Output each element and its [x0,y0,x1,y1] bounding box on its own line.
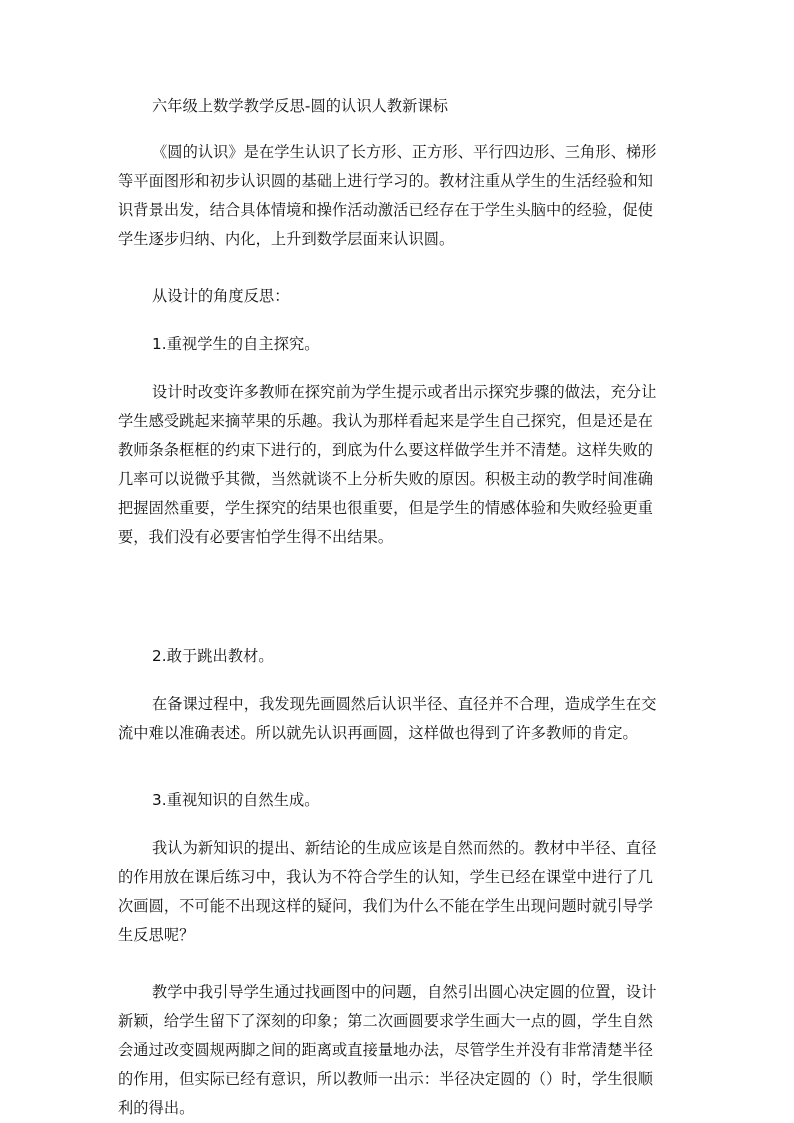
paragraph-line: 学生感受跳起来摘苹果的乐趣。我认为那样看起来是学生自己探究，但是还是在 [118,412,654,430]
paragraph-line: 次画圆，不可能不出现这样的疑问，我们为什么不能在学生出现问题时就引导学 [118,897,654,915]
paragraph-line: 的作用放在课后练习中，我认为不符合学生的认知，学生已经在课堂中进行了几 [118,868,654,886]
document-title: 六年级上数学教学反思-圆的认识人教新课标 [152,97,449,115]
paragraph-line: 1.重视学生的自主探究。 [152,335,320,353]
paragraph-line: 几率可以说微乎其微，当然就谈不上分析失败的原因。积极主动的教学时间准确 [118,470,654,488]
paragraph-line: 学生逐步归纳、内化，上升到数学层面来认识圆。 [118,230,455,248]
paragraph-line: 教学中我引导学生通过找画图中的问题，自然引出圆心决定圆的位置，设计 [152,983,657,1001]
paragraph-line: 识背景出发，结合具体情境和操作活动激活已经存在于学生头脑中的经验，促使 [118,201,654,219]
paragraph-line: 生反思呢？ [118,926,195,944]
paragraph-line: 在备课过程中，我发现先画圆然后认识半径、直径并不合理，造成学生在交 [152,695,657,713]
paragraph-line: 3.重视知识的自然生成。 [152,791,320,809]
paragraph-line: 利的得出。 [118,1099,195,1117]
paragraph-line: 设计时改变许多教师在探究前为学生提示或者出示探究步骤的做法，充分让 [152,383,657,401]
paragraph-line: 新颖，给学生留下了深刻的印象；第二次画圆要求学生画大一点的圆，学生自然 [118,1012,654,1030]
paragraph-line: 2.敢于跳出教材。 [152,647,274,665]
paragraph-line: 等平面图形和初步认识圆的基础上进行学习的。教材注重从学生的生活经验和知 [118,172,654,190]
paragraph-line: 把握固然重要，学生探究的结果也很重要，但是学生的情感体验和失败经验更重 [118,499,654,517]
paragraph-line: 《圆的认识》是在学生认识了长方形、正方形、平行四边形、三角形、梯形 [152,143,657,161]
paragraph-line: 从设计的角度反思： [152,287,290,305]
paragraph-line: 要，我们没有必要害怕学生得不出结果。 [118,528,394,546]
paragraph-line: 教师条条框框的约束下进行的，到底为什么要这样做学生并不清楚。这样失败的 [118,441,654,459]
paragraph-line: 我认为新知识的提出、新结论的生成应该是自然而然的。教材中半径、直径 [152,839,657,857]
paragraph-line: 流中难以准确表述。所以就先认识再画圆，这样做也得到了许多教师的肯定。 [118,724,638,742]
paragraph-line: 会通过改变圆规两脚之间的距离或直接量地办法，尽管学生并没有非常清楚半径 [118,1041,654,1059]
paragraph-line: 的作用，但实际已经有意识，所以教师一出示：半径决定圆的（）时，学生很顺 [118,1070,654,1088]
